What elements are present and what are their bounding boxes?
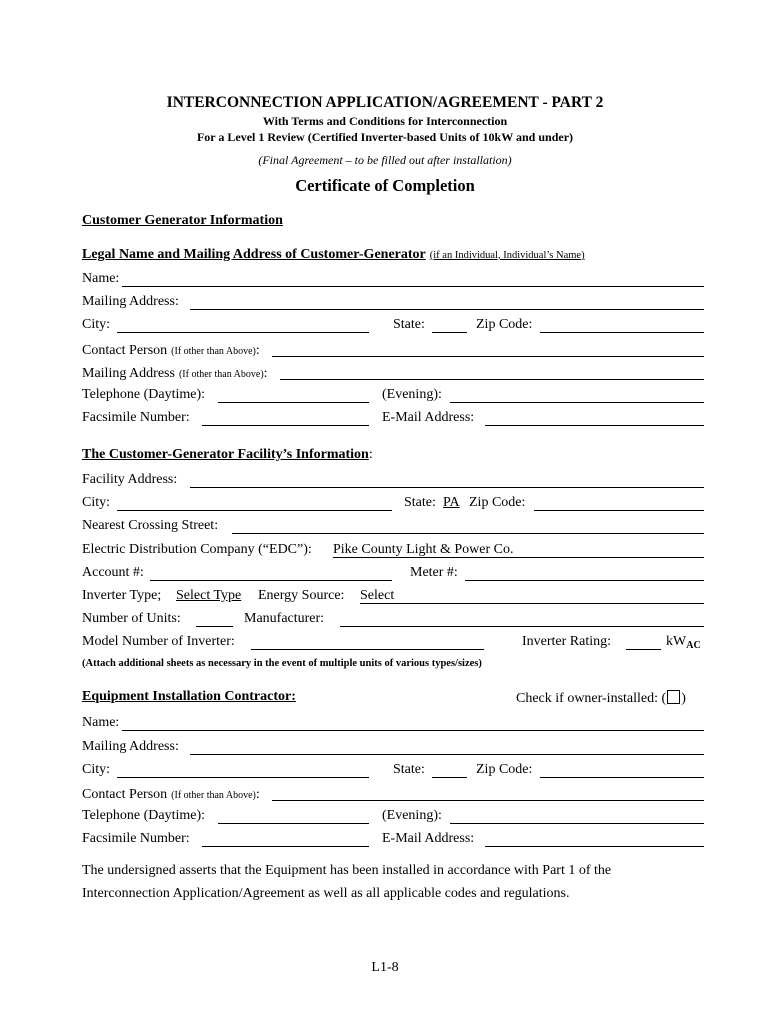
energy-source-select[interactable]: Select	[360, 588, 395, 603]
facility-city-field[interactable]	[117, 496, 392, 511]
contractor-zip-field[interactable]	[540, 763, 704, 778]
contractor-email-label: E-Mail Address:	[382, 831, 475, 846]
certificate-title: Certificate of Completion	[295, 176, 475, 195]
model-field[interactable]	[251, 635, 484, 650]
energy-source-field[interactable]	[360, 589, 704, 604]
customer-contact-label: Contact Person (If other than Above):	[82, 343, 260, 358]
account-field[interactable]	[150, 566, 392, 581]
form-title: INTERCONNECTION APPLICATION/AGREEMENT - PART 2	[166, 94, 604, 111]
facility-address-label: Facility Address:	[82, 472, 178, 487]
assertion-line-2: Interconnection Application/Agreement as well as all applicable codes and regulations.	[82, 886, 570, 901]
form-subtitle: With Terms and Conditions for Interconnection	[262, 114, 508, 128]
customer-email-field[interactable]	[485, 411, 704, 426]
contractor-contact-label: Contact Person (If other than Above):	[82, 787, 260, 802]
contractor-state-field[interactable]	[432, 763, 467, 778]
meter-label: Meter #:	[410, 565, 458, 580]
account-label: Account #:	[82, 565, 144, 580]
customer-fax-field[interactable]	[202, 411, 369, 426]
legal-name-note: (if an Individual, Individual’s Name)	[429, 250, 585, 261]
crossing-street-label: Nearest Crossing Street:	[82, 518, 219, 533]
meter-field[interactable]	[465, 566, 704, 581]
contractor-name-label: Name:	[82, 715, 120, 730]
energy-source-label: Energy Source:	[258, 588, 345, 603]
owner-installed-checkbox[interactable]	[667, 690, 680, 704]
rating-field[interactable]	[626, 635, 661, 650]
customer-name-field[interactable]	[122, 272, 704, 287]
customer-email-label: E-Mail Address:	[382, 410, 475, 425]
facility-zip-field[interactable]	[534, 496, 704, 511]
customer-state-label: State:	[393, 317, 425, 332]
contractor-state-label: State:	[393, 762, 425, 777]
rating-label: Inverter Rating:	[522, 634, 612, 649]
customer-mailing2-field[interactable]	[280, 365, 704, 380]
contractor-name-field[interactable]	[122, 716, 704, 731]
contractor-evening-label: (Evening):	[382, 808, 442, 823]
contractor-telephone-field[interactable]	[218, 809, 369, 824]
units-field[interactable]	[196, 612, 233, 627]
page-number: L1-8	[371, 960, 399, 975]
customer-name-label: Name:	[82, 271, 120, 286]
contractor-city-field[interactable]	[117, 763, 369, 778]
customer-fax-label: Facsimile Number:	[82, 410, 190, 425]
contractor-mailing-label: Mailing Address:	[82, 739, 179, 754]
customer-telephone-label: Telephone (Daytime):	[82, 387, 206, 402]
customer-section-title: Customer Generator Information	[82, 213, 283, 228]
contractor-fax-label: Facsimile Number:	[82, 831, 190, 846]
contractor-zip-label: Zip Code:	[476, 762, 533, 777]
customer-mailing2-label: Mailing Address (If other than Above):	[82, 366, 268, 381]
form-note: (Final Agreement – to be filled out after installation)	[258, 153, 512, 167]
form-review-level: For a Level 1 Review (Certified Inverter-based Units of 10kW and under)	[196, 130, 574, 144]
customer-mailing-field[interactable]	[190, 295, 704, 310]
edc-value: Pike County Light & Power Co.	[333, 542, 514, 557]
manufacturer-field[interactable]	[340, 612, 704, 627]
facility-section-title: The Customer-Generator Facility’s Information:	[82, 447, 373, 462]
facility-city-label: City:	[82, 495, 111, 510]
inverter-type-select[interactable]: Select Type	[176, 588, 242, 603]
contractor-evening-field[interactable]	[450, 809, 704, 824]
contractor-mailing-field[interactable]	[190, 740, 704, 755]
customer-city-label: City:	[82, 317, 111, 332]
facility-state-value[interactable]: PA	[443, 495, 460, 510]
facility-zip-label: Zip Code:	[469, 495, 526, 510]
customer-evening-label: (Evening):	[382, 387, 442, 402]
inverter-type-label: Inverter Type;	[82, 588, 162, 603]
legal-name-heading	[82, 246, 585, 262]
crossing-street-field[interactable]	[232, 519, 704, 534]
model-label: Model Number of Inverter:	[82, 634, 235, 649]
owner-installed-label: Check if owner-installed: ( )	[516, 691, 686, 706]
customer-mailing-label: Mailing Address:	[82, 294, 179, 309]
contractor-telephone-label: Telephone (Daytime):	[82, 808, 206, 823]
rating-unit: $kW_{AC}$	[666, 634, 701, 651]
facility-address-field[interactable]	[190, 473, 704, 488]
edc-label: Electric Distribution Company (“EDC”):	[82, 542, 312, 557]
customer-city-field[interactable]	[117, 318, 369, 333]
units-label: Number of Units:	[82, 611, 181, 626]
attach-note: (Attach additional sheets as necessary in the event of multiple units of various types/sizes)	[82, 658, 482, 669]
contractor-fax-field[interactable]	[202, 832, 369, 847]
manufacturer-label: Manufacturer:	[244, 611, 325, 626]
customer-telephone-field[interactable]	[218, 388, 369, 403]
assertion-line-1: The undersigned asserts that the Equipment has been installed in accordance with Part 1 of the	[82, 863, 612, 878]
contractor-contact-field[interactable]	[272, 786, 704, 801]
legal-name-label: Legal Name and Mailing Address of Customer-Generator	[82, 247, 426, 262]
contractor-city-label: City:	[82, 762, 111, 777]
customer-evening-field[interactable]	[450, 388, 704, 403]
customer-zip-field[interactable]	[540, 318, 704, 333]
contractor-section-title: Equipment Installation Contractor:	[82, 689, 296, 704]
customer-zip-label: Zip Code:	[476, 317, 533, 332]
customer-contact-field[interactable]	[272, 342, 704, 357]
contractor-email-field[interactable]	[485, 832, 704, 847]
customer-state-field[interactable]	[432, 318, 467, 333]
facility-state-label: State:	[404, 495, 436, 510]
